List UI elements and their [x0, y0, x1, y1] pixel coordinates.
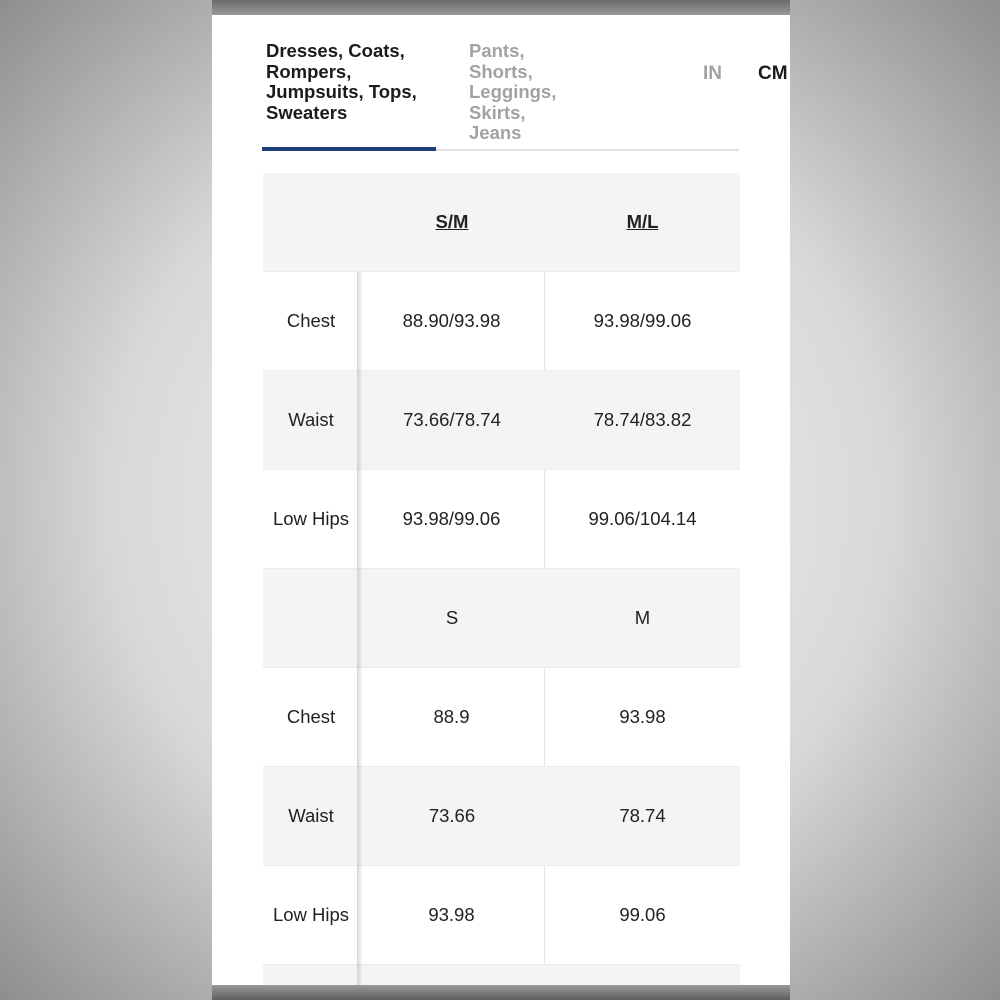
tab-line: Pants, — [469, 40, 525, 61]
table-cell: 99.06 — [619, 904, 666, 925]
category-tabs — [262, 40, 788, 151]
size-header-link[interactable]: S/M — [435, 211, 469, 232]
table-cell: 78.74/83.82 — [593, 409, 692, 430]
row-label: Low Hips — [272, 904, 350, 925]
unit-toggle-in[interactable]: IN — [703, 63, 722, 84]
table-row — [263, 866, 740, 965]
tab-line: Leggings, — [469, 81, 557, 102]
table-cell: 93.98 — [619, 706, 666, 727]
table-cell: 73.66/78.74 — [403, 409, 501, 430]
table-row — [263, 470, 740, 569]
table-row — [263, 569, 740, 668]
row-label — [263, 569, 359, 667]
bottom-frame-bar — [212, 985, 790, 1000]
table-cell: 78.74 — [619, 805, 666, 826]
tab-line: Rompers, — [266, 60, 352, 82]
tab-line: Jeans — [469, 122, 522, 143]
table-cell: 73.66 — [428, 805, 476, 826]
table-cell: 93.98 — [359, 866, 545, 964]
table-row — [263, 371, 740, 470]
size-chart-panel — [212, 15, 790, 985]
table-header-row — [263, 173, 740, 272]
table-row — [263, 272, 740, 371]
top-frame-bar — [212, 0, 790, 15]
table-cell: S — [445, 607, 459, 628]
row-label: Chest — [286, 310, 336, 331]
row-label: Low Hips — [272, 508, 350, 529]
active-tab-indicator — [262, 147, 436, 151]
table-cell: 88.90/93.98 — [359, 272, 545, 370]
sticky-column-divider — [357, 272, 363, 985]
table-cell: 88.9 — [359, 668, 545, 766]
size-header-link[interactable]: M/L — [626, 211, 659, 232]
size-table — [263, 173, 740, 965]
table-cell: M — [634, 607, 651, 628]
tab-dresses-coats[interactable] — [266, 41, 436, 123]
table-row — [263, 767, 740, 866]
row-label: Waist — [288, 805, 334, 826]
tab-pants-jeans[interactable] — [469, 41, 579, 144]
tab-line: Dresses, Coats, — [266, 40, 405, 61]
table-row — [263, 668, 740, 767]
table-cell: 93.98/99.06 — [593, 310, 692, 331]
unit-toggle-cm[interactable]: CM — [758, 63, 788, 84]
tab-line: Sweaters — [266, 101, 348, 123]
header-cell — [359, 173, 545, 271]
tab-line: Jumpsuits, Tops, — [266, 81, 417, 102]
table-cell: 99.06/104.14 — [588, 508, 697, 529]
row-label: Waist — [288, 409, 334, 430]
tab-line: Shorts, — [469, 60, 533, 82]
table-cell: 93.98/99.06 — [359, 470, 545, 568]
header-cell — [545, 173, 740, 271]
header-empty-cell — [263, 173, 359, 271]
row-label: Chest — [286, 706, 336, 727]
tab-line: Skirts, — [469, 101, 526, 123]
table-row-partial — [263, 965, 740, 985]
